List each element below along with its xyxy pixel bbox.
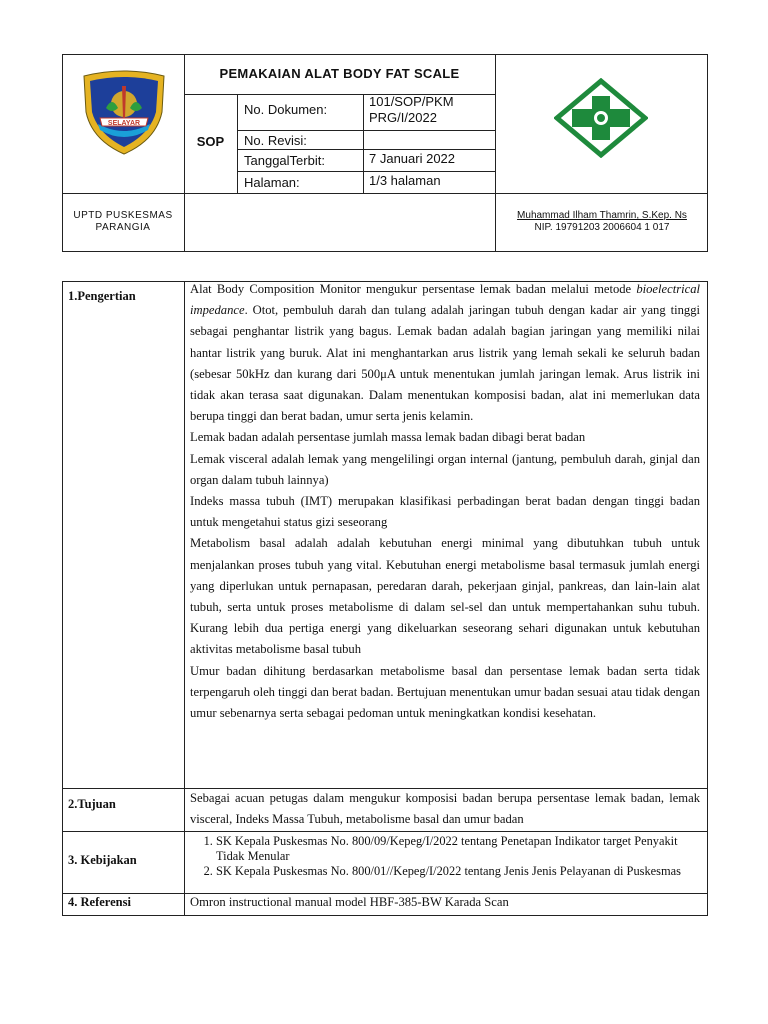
pengertian-p1-italic: bioelectrical impedance [190,282,700,318]
section-label-kebijakan: 3. Kebijakan [68,853,137,867]
sop-label: SOP [196,134,225,149]
signer-nip: NIP. 19791203 2006604 1 017 [534,221,670,233]
section-label-tujuan: 2.Tujuan [68,797,116,811]
puskesmas-logo [554,78,648,158]
referensi-content [190,894,700,910]
kebijakan-item-1: 1. SK Kepala Puskesmas No. 800/09/Kepeg/I/2022 tentang Penetapan Indikator target Penyakit Tidak Menular [216,834,700,863]
meta-label-halaman: Halaman: [244,175,300,190]
meta-value-tanggal-terbit: 7 Januari 2022 [369,151,456,166]
kebijakan-content [190,834,700,880]
organization-name [62,210,184,233]
tujuan-text: Sebagai acuan petugas dalam mengukur komposisi badan berupa persentase lemak badan, lemak visceral, Indeks Massa Tubuh, metabolisme basal dan umur badan [190,791,700,827]
emblem-shield-icon [76,68,172,156]
meta-label-tanggal-terbit: TanggalTerbit: [244,153,325,168]
pengertian-paragraph-3: Lemak visceral adalah lemak yang mengelilingi organ internal (jantung, pembuluh darah, ginjal dan organ dalam tubuh lainnya) [190,451,700,487]
meta-label-no-revisi: No. Revisi: [244,133,307,148]
pengertian-paragraph-1 [190,279,700,427]
pengertian-p1-start: Alat Body Composition Monitor mengukur persentase lemak badan melalui metode [190,282,632,296]
meta-value-no-dokumen: 101/SOP/PKM PRG/I/2022 [369,94,454,125]
organization-line-1: UPTD PUSKESMAS [73,210,173,221]
tujuan-content [190,788,700,830]
referensi-text: Omron instructional manual model HBF-385-BW Karada Scan [190,895,509,909]
pengertian-paragraph-4: Indeks massa tubuh (IMT) merupakan klasifikasi perbadingan berat badan dengan tinggi badan untuk mengetahui status gizi seseorang [190,494,700,530]
section-label-pengertian: 1.Pengertian [68,289,136,303]
document-title: PEMAKAIAN ALAT BODY FAT SCALE [219,66,460,81]
kebijakan-list [190,834,700,879]
section-label-referensi: 4. Referensi [68,895,131,909]
kebijakan-item-2: 2. SK Kepala Puskesmas No. 800/01//Kepeg/I/2022 tentang Jenis Jenis Pelayanan di Puskesmas [216,864,700,879]
pengertian-p1-rest: . Otot, pembuluh darah dan tulang adalah jaringan tubuh dengan kadar air yang tinggi sebagai penghantar listrik yang bagus. Lemak badan adalah bagian jaringan yang memiliki nilai hantar listrik yang buruk. Alat ini menghantarkan arus listrik yang lemah sekali ke seluruh badan (sebesar 50kHz dan kurang dari 500μA untuk menentukan jumlah jaringan lemak. Arus listrik ini tidak akan terasa saat digunakan. Dalam menentukan komposisi badan, alat ini memerlukan data berupa tinggi dan berat badan, umur serta jenis kelamin. [190,303,700,424]
pengertian-content [190,279,700,724]
pengertian-paragraph-5: Metabolism basal adalah adalah kebutuhan energi minimal yang dibutuhkan tubuh untuk menjalankan proses tubuh yang vital. Kebutuhan energi metabolisme basal termasuk jumlah energi yang diperlukan untuk pernapasan, peredaran darah, pekerjaan ginjal, pankreas, dan lain-lain alat tubuh, serta untuk proses metabolisme di dalam sel-sel dan untuk mempertahankan suhu tubuh. Kurang lebih dua pertiga energi yang dikeluarkan seseorang sehari digunakan untuk kebutuhan aktivitas metabolisme basal tubuh [190,536,700,657]
puskesmas-cross-icon [554,78,648,158]
pengertian-paragraph-6: Umur badan dihitung berdasarkan metabolisme basal dan persentase lemak badan serta tidak terpengaruh oleh tinggi dan berat badan. Bertujuan menentukan umur badan sesuai atau tidak dengan umur sebenarnya serta sebagai pedoman untuk meningkatkan kondisi kesehatan. [190,663,700,721]
pengertian-paragraph-2: Lemak badan adalah persentase jumlah massa lemak badan dibagi berat badan [190,430,586,445]
signer-block [497,210,707,233]
meta-value-halaman: 1/3 halaman [369,173,441,188]
organization-line-2: PARANGIA [95,221,151,233]
regional-emblem-logo [76,68,172,156]
meta-label-no-dokumen: No. Dokumen: [244,102,328,117]
emblem-logo-text: SELAYAR [107,120,141,127]
signer-name: Muhammad Ilham Thamrin, S.Kep. Ns [517,210,687,221]
